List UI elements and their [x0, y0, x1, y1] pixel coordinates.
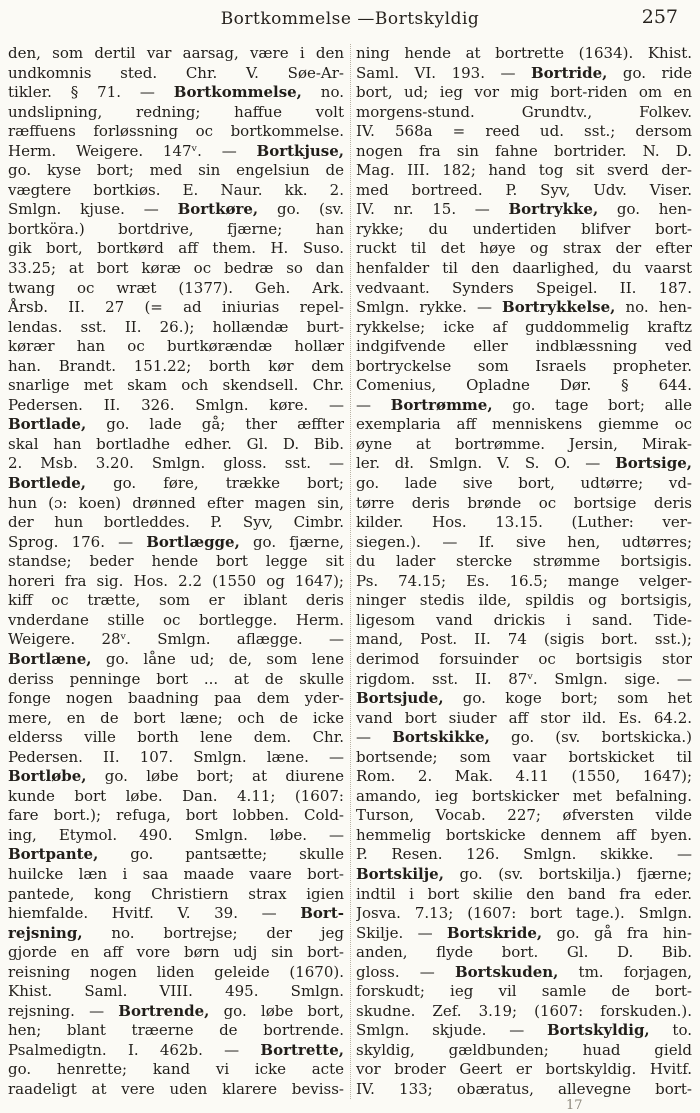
- headword: Bortride,: [531, 63, 608, 82]
- text-segment: Herm. Weigere. 147ᵛ. —: [8, 141, 257, 160]
- text-line: [356, 748, 692, 768]
- text-line: [8, 787, 344, 807]
- text-line: [356, 239, 692, 259]
- headword: Bortrykke,: [508, 200, 599, 219]
- text-line: [8, 337, 344, 357]
- text-line: [356, 1021, 692, 1041]
- text-line: [356, 44, 692, 64]
- text-segment: bortryckelse som Israels propheter.: [356, 356, 692, 375]
- text-segment: Saml. VI. 193. —: [356, 63, 531, 82]
- text-line: [356, 1060, 692, 1080]
- text-segment: siegen.). — If. sive hen, udtørres;: [356, 532, 692, 551]
- column-left: [8, 44, 344, 1109]
- text-line: [8, 963, 344, 983]
- text-segment: med bortreed. P. Syv, Udv. Viser.: [356, 180, 692, 199]
- text-segment: —: [356, 395, 391, 414]
- text-segment: kilder. Hos. 13.15. (Luther: ver-: [356, 513, 692, 532]
- text-line: [8, 885, 344, 905]
- text-line: [356, 787, 692, 807]
- text-segment: fare bort.); refuga, bort lobben. Cold-: [8, 806, 344, 825]
- headword: Bortskilje,: [356, 864, 444, 883]
- text-segment: han. Brandt. 151.22; borth kør dem: [8, 356, 344, 375]
- text-segment: bort, ud; ieg vor mig bort-riden om en: [356, 83, 692, 102]
- text-line: [8, 161, 344, 181]
- text-line: [356, 396, 692, 416]
- text-segment: gik bort, bortkørd aff them. H. Suso.: [8, 239, 344, 258]
- headword: Bortskride,: [446, 923, 543, 942]
- text-segment: Josva. 7.13; (1607: bort tage.). Smlgn.: [356, 904, 692, 923]
- text-segment: go. hen-: [598, 200, 692, 219]
- text-line: [8, 904, 344, 924]
- text-segment: indgifvende eller indblæssning ved: [356, 337, 692, 356]
- text-line: [356, 924, 692, 944]
- text-line: [356, 591, 692, 611]
- text-segment: vor broder Geert er bortskyldig. Hvitf.: [356, 1060, 692, 1079]
- text-line: [356, 552, 692, 572]
- text-segment: 33.25; at bort køræ oc bedræ so dan: [8, 259, 344, 278]
- text-segment: Sprog. 176. —: [8, 532, 147, 551]
- text-segment: skudne. Zef. 3.19; (1607: forskuden.).: [356, 1001, 692, 1020]
- text-line: [8, 552, 344, 572]
- text-line: [356, 376, 692, 396]
- text-segment: tørre deris brønde oc bortsige deris: [356, 493, 692, 512]
- text-line: [356, 826, 692, 846]
- text-segment: gjorde en aff vore børn udj sin bort-: [8, 943, 344, 962]
- text-segment: Weigere. 28ᵛ. Smlgn. aflægge. —: [8, 630, 344, 649]
- text-segment: Årsb. II. 27 (= ad iniurias repel-: [8, 298, 344, 317]
- text-segment: go. løbe bort,: [209, 1001, 344, 1020]
- headword: Bortkommelse,: [173, 83, 302, 102]
- text-segment: bortköra.) bortdrive, fjærne; han: [8, 219, 344, 238]
- text-line: [8, 415, 344, 435]
- text-line: [356, 494, 692, 514]
- text-segment: ræffuens forløssning oc bortkommelse.: [8, 122, 344, 141]
- text-line: [356, 572, 692, 592]
- text-segment: horeri fra sig. Hos. 2.2 (1550 og 1647);: [8, 571, 344, 590]
- text-segment: no. hen-: [615, 298, 692, 317]
- text-segment: ler. dł. Smlgn. V. S. O. —: [356, 454, 616, 473]
- text-line: [356, 357, 692, 377]
- headword: Bortsige,: [615, 454, 692, 473]
- text-segment: IV. nr. 15. —: [356, 200, 509, 219]
- text-line: [8, 630, 344, 650]
- text-line: [8, 239, 344, 259]
- headword: Bortskikke,: [392, 728, 490, 747]
- headword: Bortlægge,: [146, 532, 240, 551]
- text-line: [356, 298, 692, 318]
- text-line: [356, 200, 692, 220]
- text-line: [8, 318, 344, 338]
- text-segment: skyldig, gældbunden; huad gield: [356, 1040, 692, 1059]
- text-line: [356, 709, 692, 729]
- text-segment: henfalder til den daarlighed, du vaarst: [356, 259, 692, 278]
- text-segment: vægtere bortkiøs. E. Naur. kk. 2.: [8, 180, 344, 199]
- text-line: [356, 318, 692, 338]
- headword: Bortrømme,: [390, 395, 493, 414]
- text-line: [356, 122, 692, 142]
- text-segment: go. (sv.: [258, 200, 344, 219]
- text-segment: kunde bort løbe. Dan. 4.11; (1607:: [8, 786, 344, 805]
- text-line: [8, 1002, 344, 1022]
- text-segment: twang oc wræt (1377). Geh. Ark.: [8, 278, 344, 297]
- text-line: [356, 904, 692, 924]
- text-segment: deriss penninge bort ... at de skulle: [8, 669, 344, 688]
- text-line: [8, 142, 344, 162]
- text-segment: snarlige met skam och skendsell. Chr.: [8, 376, 344, 395]
- text-segment: tm. forjagen,: [558, 962, 692, 981]
- text-line: [356, 415, 692, 435]
- text-line: [356, 1080, 692, 1100]
- page-title: Bortkommelse —Bortskyldig: [220, 9, 480, 29]
- text-segment: —: [356, 728, 393, 747]
- text-segment: ing, Etymol. 490. Smlgn. løbe. —: [8, 825, 344, 844]
- text-line: [8, 259, 344, 279]
- text-line: [356, 963, 692, 983]
- page-number: 257: [641, 6, 678, 28]
- text-line: [356, 259, 692, 279]
- text-line: [8, 279, 344, 299]
- text-segment: mere, en de bort læne; och de icke: [8, 708, 344, 727]
- text-segment: go. ride: [607, 63, 692, 82]
- text-segment: kiff oc trætte, som er iblant deris: [8, 591, 344, 610]
- text-line: [356, 103, 692, 123]
- headword: Bortrende,: [118, 1001, 210, 1020]
- text-line: [356, 1002, 692, 1022]
- text-line: [8, 591, 344, 611]
- text-line: [8, 435, 344, 455]
- text-line: [8, 650, 344, 670]
- text-segment: go. (sv. bortskicka.): [489, 728, 692, 747]
- text-segment: reisning nogen liden geleide (1670).: [8, 962, 344, 981]
- text-segment: ruckt til det høye og strax der efter: [356, 239, 692, 258]
- text-line: [8, 494, 344, 514]
- text-line: [8, 533, 344, 553]
- text-segment: Smlgn. kjuse. —: [8, 200, 178, 219]
- text-line: [356, 630, 692, 650]
- text-line: [356, 64, 692, 84]
- text-segment: den, som dertil var aarsag, være i den: [8, 44, 344, 62]
- text-segment: huilcke læn i saa maade vaare bort-: [8, 864, 344, 883]
- text-line: [8, 103, 344, 123]
- text-segment: Comenius, Opladne Dør. § 644.: [356, 376, 692, 395]
- text-segment: lendas. sst. II. 26.); hollændæ burt-: [8, 317, 344, 336]
- text-segment: Khist. Saml. VIII. 495. Smlgn.: [8, 982, 344, 1001]
- text-segment: rykkelse; icke af guddommelig kraftz: [356, 317, 692, 336]
- headword: Bortrette,: [260, 1040, 344, 1059]
- text-segment: Smlgn. rykke. —: [356, 298, 503, 317]
- text-segment: P. Resen. 126. Smlgn. skikke. —: [356, 845, 692, 864]
- text-segment: elderss ville borth lene dem. Chr.: [8, 728, 344, 747]
- text-segment: Mag. III. 182; hand tog sit sverd der-: [356, 161, 692, 180]
- headword: Bortsjude,: [356, 689, 444, 708]
- text-segment: go. løbe bort; at diurene: [86, 767, 344, 786]
- text-columns: [8, 44, 692, 1109]
- text-segment: IV. 568a = reed ud. sst.; dersom: [356, 122, 692, 141]
- text-line: [356, 220, 692, 240]
- signature-mark: 17: [566, 1098, 583, 1113]
- text-segment: hun (ɔ: koen) drønned efter magen sin,: [8, 493, 344, 512]
- text-segment: vnderdane stille oc bortlegge. Herm.: [8, 610, 344, 629]
- text-line: [8, 767, 344, 787]
- text-line: [8, 1060, 344, 1080]
- text-segment: go. (sv. bortskilja.) fjærne;: [443, 864, 692, 883]
- column-divider: [350, 44, 351, 1099]
- text-segment: Pedersen. II. 326. Smlgn. køre. —: [8, 395, 344, 414]
- text-line: [8, 220, 344, 240]
- text-segment: tikler. § 71. —: [8, 83, 174, 102]
- text-line: [356, 279, 692, 299]
- headword: Bortpante,: [8, 845, 99, 864]
- text-line: [8, 83, 344, 103]
- text-line: [356, 885, 692, 905]
- text-line: [8, 200, 344, 220]
- text-line: [356, 689, 692, 709]
- text-segment: Pedersen. II. 107. Smlgn. læne. —: [8, 747, 344, 766]
- text-line: [8, 1080, 344, 1100]
- headword: Bortlade,: [8, 415, 87, 434]
- headword: Bortkøre,: [177, 200, 259, 219]
- text-line: [8, 572, 344, 592]
- text-segment: ning hende at bortrette (1634). Khist.: [356, 44, 692, 62]
- text-line: [8, 845, 344, 865]
- text-line: [356, 650, 692, 670]
- text-segment: skal han bortladhe edher. Gl. D. Bib.: [8, 434, 344, 453]
- text-segment: ligesom vand drickis i sand. Tide-: [356, 610, 692, 629]
- text-line: [356, 767, 692, 787]
- text-line: [356, 435, 692, 455]
- text-line: [356, 943, 692, 963]
- text-line: [8, 924, 344, 944]
- text-line: [8, 396, 344, 416]
- text-segment: Skilje. —: [356, 923, 447, 942]
- headword: Bortlede,: [8, 474, 87, 493]
- text-segment: go. føre, trække bort;: [86, 474, 344, 493]
- text-segment: go. lade sive bort, udtørre; vd-: [356, 474, 692, 493]
- text-segment: du lader stercke strømme bortsigis.: [356, 552, 692, 571]
- text-line: [8, 298, 344, 318]
- text-line: [8, 943, 344, 963]
- text-line: [8, 44, 344, 64]
- headword: rejsning,: [8, 923, 83, 942]
- headword: Bortskyldig,: [546, 1021, 650, 1040]
- text-line: [8, 64, 344, 84]
- text-line: [8, 474, 344, 494]
- headword: Bortlæne,: [8, 649, 92, 668]
- text-line: [356, 845, 692, 865]
- text-segment: vand bort siuder aff stor ild. Es. 64.2.: [356, 708, 692, 727]
- text-segment: undslipning, redning; haffue volt: [8, 102, 344, 121]
- text-line: [356, 533, 692, 553]
- text-segment: kørær han oc burtkørændæ hollær: [8, 337, 344, 356]
- text-segment: bortsende; som vaar bortskicket til: [356, 747, 692, 766]
- text-segment: vedvaant. Synders Speigel. II. 187.: [356, 278, 692, 297]
- text-segment: amando, ieg bortskicker met befalning.: [356, 786, 692, 805]
- headword: Bortskuden,: [454, 962, 559, 981]
- text-line: [8, 826, 344, 846]
- text-segment: go. koge bort; som het: [443, 689, 692, 708]
- text-segment: indtil i bort skilie den band fra eder.: [356, 884, 692, 903]
- text-segment: anden, flyde bort. Gl. D. Bib.: [356, 943, 692, 962]
- text-line: [356, 474, 692, 494]
- text-line: [356, 513, 692, 533]
- text-line: [8, 728, 344, 748]
- text-segment: go. henrette; kand vi icke acte: [8, 1060, 344, 1079]
- text-segment: Psalmedigtn. I. 462b. —: [8, 1040, 261, 1059]
- text-line: [356, 728, 692, 748]
- text-segment: go. lade gå; ther æffter: [86, 415, 344, 434]
- text-segment: IV. 133; obæratus, allevegne bort-: [356, 1079, 692, 1098]
- text-line: [356, 670, 692, 690]
- running-head: [0, 6, 700, 32]
- text-segment: raadeligt at vere uden klarere beviss-: [8, 1079, 344, 1098]
- text-segment: exemplaria aff menniskens giemme oc: [356, 415, 692, 434]
- text-segment: forskudt; ieg vil samle de bort-: [356, 982, 692, 1001]
- text-line: [356, 142, 692, 162]
- headword: Bortløbe,: [8, 767, 87, 786]
- text-segment: no. bortrejse; der jeg: [82, 923, 344, 942]
- text-line: [356, 161, 692, 181]
- headword: Bort-: [300, 904, 344, 923]
- text-segment: 2. Msb. 3.20. Smlgn. gloss. sst. —: [8, 454, 344, 473]
- text-line: [8, 982, 344, 1002]
- text-line: [8, 122, 344, 142]
- text-line: [356, 1041, 692, 1061]
- text-segment: go. låne ud; de, som lene: [91, 649, 344, 668]
- text-segment: go. tage bort; alle: [492, 395, 692, 414]
- text-line: [8, 670, 344, 690]
- text-line: [356, 982, 692, 1002]
- text-segment: rykke; du undertiden blifver bort-: [356, 219, 692, 238]
- text-line: [356, 337, 692, 357]
- text-segment: rejsning. —: [8, 1001, 119, 1020]
- text-line: [8, 748, 344, 768]
- text-segment: mand, Post. II. 74 (sigis bort. sst.);: [356, 630, 692, 649]
- text-segment: morgens-stund. Grundtv., Folkev.: [356, 102, 692, 121]
- text-segment: Ps. 74.15; Es. 16.5; mange velger-: [356, 571, 692, 590]
- text-segment: øyne at bortrømme. Jersin, Mirak-: [356, 434, 692, 453]
- text-segment: no.: [301, 83, 344, 102]
- text-segment: rigdom. sst. II. 87ᵛ. Smlgn. sige. —: [356, 669, 692, 688]
- text-segment: der hun bortleddes. P. Syv, Cimbr.: [8, 513, 344, 532]
- text-segment: hiemfalde. Hvitf. V. 39. —: [8, 904, 301, 923]
- text-segment: standse; beder hende bort legge sit: [8, 552, 344, 571]
- headword: Bortrykkelse,: [502, 298, 616, 317]
- text-segment: gloss. —: [356, 962, 455, 981]
- text-line: [8, 376, 344, 396]
- text-line: [8, 357, 344, 377]
- text-line: [8, 689, 344, 709]
- text-line: [8, 865, 344, 885]
- text-segment: Turson, Vocab. 227; øfversten vilde: [356, 806, 692, 825]
- column-right: [356, 44, 692, 1109]
- text-segment: go. kyse bort; med sin engelsiun de: [8, 161, 344, 180]
- text-line: [8, 806, 344, 826]
- text-segment: Rom. 2. Mak. 4.11 (1550, 1647);: [356, 767, 692, 786]
- text-line: [8, 181, 344, 201]
- text-segment: ninger stedis ilde, spildis og bortsigis,: [356, 591, 692, 610]
- text-line: [8, 709, 344, 729]
- text-segment: go. gå fra hin-: [542, 923, 692, 942]
- text-segment: Smlgn. skjude. —: [356, 1021, 547, 1040]
- text-line: [356, 611, 692, 631]
- text-segment: hen; blant træerne de bortrende.: [8, 1021, 344, 1040]
- text-line: [8, 1021, 344, 1041]
- text-segment: pantede, kong Christiern strax igien: [8, 884, 344, 903]
- text-segment: go. pantsætte; skulle: [98, 845, 344, 864]
- text-segment: derimod forsuinder oc bortsigis stor: [356, 649, 692, 668]
- text-segment: to.: [649, 1021, 692, 1040]
- text-line: [8, 1041, 344, 1061]
- text-line: [8, 513, 344, 533]
- text-segment: fonge nogen baadning paa dem yder-: [8, 689, 344, 708]
- text-line: [356, 865, 692, 885]
- text-line: [356, 454, 692, 474]
- text-line: [356, 83, 692, 103]
- text-segment: undkomnis sted. Chr. V. Søe-Ar-: [8, 63, 344, 82]
- text-segment: nogen fra sin fahne bortrider. N. D.: [356, 141, 692, 160]
- text-segment: hemmelig bortskicke dennem aff byen.: [356, 825, 692, 844]
- text-line: [356, 181, 692, 201]
- text-line: [8, 611, 344, 631]
- text-line: [356, 806, 692, 826]
- headword: Bortkjuse,: [256, 141, 344, 160]
- text-segment: go. fjærne,: [239, 532, 344, 551]
- text-line: [8, 454, 344, 474]
